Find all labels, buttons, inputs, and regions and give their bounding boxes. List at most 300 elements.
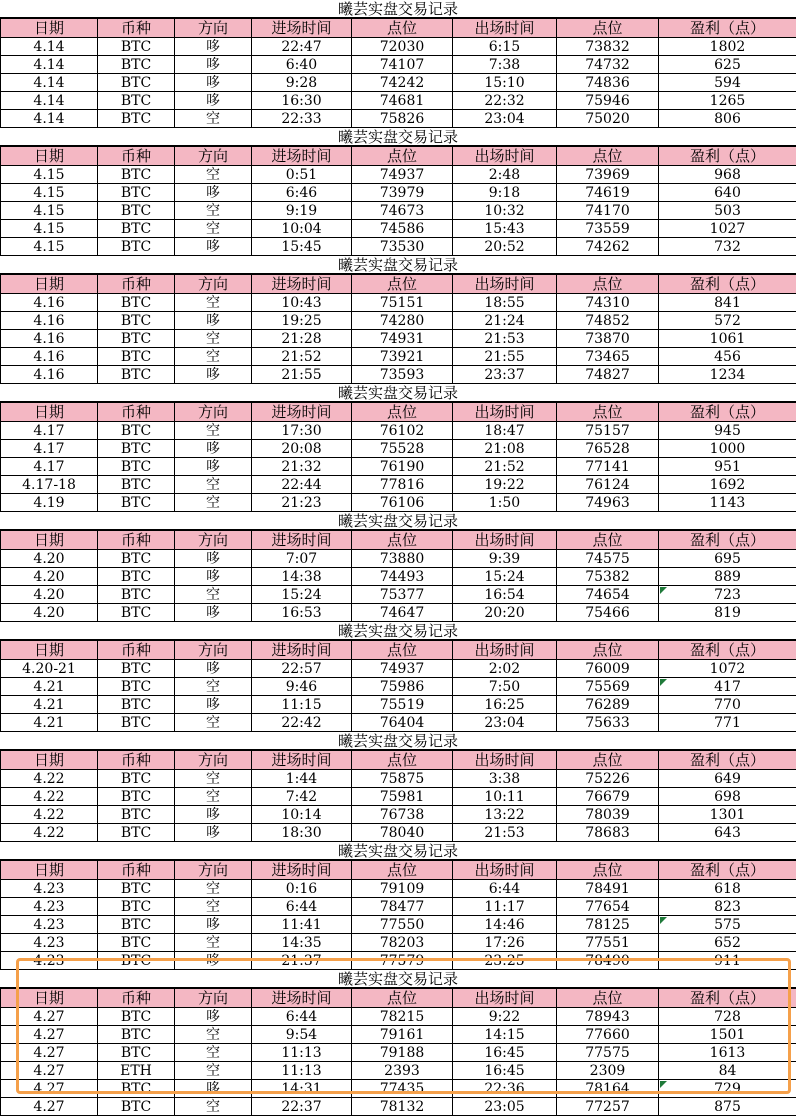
table-cell[interactable]: 78132 (352, 1098, 453, 1116)
table-cell[interactable]: 4.15 (1, 184, 98, 202)
table-cell[interactable]: 652 (659, 934, 796, 952)
table-cell[interactable]: 4.17-18 (1, 476, 98, 494)
table-cell[interactable]: 75519 (352, 696, 453, 714)
table-cell[interactable]: BTC (98, 898, 175, 916)
column-header[interactable]: 日期 (1, 861, 98, 880)
table-cell[interactable]: 哆 (175, 458, 252, 476)
table-cell[interactable]: 4.16 (1, 330, 98, 348)
table-cell[interactable]: 哆 (175, 952, 252, 970)
table-cell[interactable]: 74963 (557, 494, 659, 512)
table-cell[interactable]: 4.16 (1, 312, 98, 330)
table-cell[interactable]: 4.17 (1, 458, 98, 476)
table-cell[interactable]: 76404 (352, 714, 453, 732)
table-cell[interactable]: 75020 (557, 110, 659, 128)
table-cell[interactable]: 7:42 (252, 788, 352, 806)
table-cell[interactable]: 哆 (175, 568, 252, 586)
table-cell[interactable]: 73559 (557, 220, 659, 238)
column-header[interactable]: 进场时间 (252, 861, 352, 880)
table-cell[interactable]: 哆 (175, 92, 252, 110)
table-cell[interactable]: 14:38 (252, 568, 352, 586)
table-cell[interactable]: BTC (98, 366, 175, 384)
table-cell[interactable]: 21:55 (252, 366, 352, 384)
table-cell[interactable]: 74732 (557, 56, 659, 74)
table-cell[interactable]: 74654 (557, 586, 659, 604)
table-cell[interactable]: 770 (659, 696, 796, 714)
table-cell[interactable]: 75569 (557, 678, 659, 696)
table-cell[interactable]: BTC (98, 348, 175, 366)
table-cell[interactable]: 79188 (352, 1044, 453, 1062)
table-cell[interactable]: 572 (659, 312, 796, 330)
table-cell[interactable]: 6:44 (252, 898, 352, 916)
table-cell[interactable]: 0:16 (252, 880, 352, 898)
table-cell[interactable]: 4.19 (1, 494, 98, 512)
table-cell[interactable]: BTC (98, 660, 175, 678)
table-cell[interactable]: 640 (659, 184, 796, 202)
table-cell[interactable]: BTC (98, 1098, 175, 1116)
column-header[interactable]: 币种 (98, 751, 175, 770)
column-header[interactable]: 方向 (175, 403, 252, 422)
table-cell[interactable]: 9:46 (252, 678, 352, 696)
table-cell[interactable]: 76528 (557, 440, 659, 458)
column-header[interactable]: 日期 (1, 531, 98, 550)
table-cell[interactable]: 19:25 (252, 312, 352, 330)
table-cell[interactable]: 4.23 (1, 934, 98, 952)
table-cell[interactable]: 4.27 (1, 1062, 98, 1080)
table-cell[interactable]: 21:32 (252, 458, 352, 476)
table-cell[interactable]: BTC (98, 494, 175, 512)
column-header[interactable]: 出场时间 (453, 641, 557, 660)
table-cell[interactable]: BTC (98, 184, 175, 202)
table-cell[interactable]: 10:43 (252, 294, 352, 312)
table-cell[interactable]: 22:32 (453, 92, 557, 110)
table-cell[interactable]: 698 (659, 788, 796, 806)
table-cell[interactable]: 78040 (352, 824, 453, 842)
column-header[interactable]: 币种 (98, 19, 175, 38)
column-header[interactable]: 方向 (175, 147, 252, 166)
column-header[interactable]: 点位 (557, 531, 659, 550)
table-cell[interactable]: 6:15 (453, 38, 557, 56)
column-header[interactable]: 出场时间 (453, 147, 557, 166)
table-cell[interactable]: 10:32 (453, 202, 557, 220)
table-cell[interactable]: 4.21 (1, 714, 98, 732)
column-header[interactable]: 点位 (352, 751, 453, 770)
table-cell[interactable]: 74493 (352, 568, 453, 586)
table-cell[interactable]: BTC (98, 458, 175, 476)
column-header[interactable]: 盈利（点） (659, 275, 796, 294)
table-cell[interactable]: BTC (98, 568, 175, 586)
table-cell[interactable]: 74836 (557, 74, 659, 92)
table-cell[interactable]: 22:36 (453, 1080, 557, 1098)
table-cell[interactable]: 9:22 (453, 1008, 557, 1026)
table-cell[interactable]: 22:57 (252, 660, 352, 678)
table-cell[interactable]: 503 (659, 202, 796, 220)
table-cell[interactable]: 4.20-21 (1, 660, 98, 678)
table-cell[interactable]: 77654 (557, 898, 659, 916)
table-cell[interactable]: 空 (175, 1026, 252, 1044)
table-cell[interactable]: 哆 (175, 184, 252, 202)
column-header[interactable]: 进场时间 (252, 275, 352, 294)
table-cell[interactable]: BTC (98, 56, 175, 74)
table-cell[interactable]: 哆 (175, 1008, 252, 1026)
table-cell[interactable]: BTC (98, 202, 175, 220)
table-cell[interactable]: 空 (175, 422, 252, 440)
table-cell[interactable]: 73979 (352, 184, 453, 202)
table-cell[interactable]: 14:15 (453, 1026, 557, 1044)
column-header[interactable]: 盈利（点） (659, 641, 796, 660)
table-cell[interactable]: 4.21 (1, 696, 98, 714)
table-cell[interactable]: 1265 (659, 92, 796, 110)
table-cell[interactable]: 77550 (352, 916, 453, 934)
column-header[interactable]: 币种 (98, 403, 175, 422)
table-cell[interactable]: 空 (175, 110, 252, 128)
table-cell[interactable]: BTC (98, 934, 175, 952)
table-cell[interactable]: 74937 (352, 660, 453, 678)
table-cell[interactable]: BTC (98, 1080, 175, 1098)
table-cell[interactable]: 4.27 (1, 1080, 98, 1098)
table-cell[interactable]: 76289 (557, 696, 659, 714)
table-cell[interactable]: 哆 (175, 696, 252, 714)
table-cell[interactable]: 23:05 (453, 1098, 557, 1116)
table-cell[interactable]: 1143 (659, 494, 796, 512)
table-cell[interactable]: 4.23 (1, 952, 98, 970)
table-cell[interactable]: 20:08 (252, 440, 352, 458)
table-cell[interactable]: 1613 (659, 1044, 796, 1062)
table-cell[interactable]: BTC (98, 696, 175, 714)
column-header[interactable]: 币种 (98, 861, 175, 880)
table-cell[interactable]: 76009 (557, 660, 659, 678)
table-cell[interactable]: 4.16 (1, 294, 98, 312)
table-cell[interactable]: 3:38 (453, 770, 557, 788)
table-cell[interactable]: 77141 (557, 458, 659, 476)
table-cell[interactable]: 哆 (175, 916, 252, 934)
table-cell[interactable]: 79161 (352, 1026, 453, 1044)
column-header[interactable]: 点位 (557, 147, 659, 166)
column-header[interactable]: 点位 (557, 861, 659, 880)
table-cell[interactable]: 76124 (557, 476, 659, 494)
table-cell[interactable]: 10:04 (252, 220, 352, 238)
table-cell[interactable]: 77551 (557, 934, 659, 952)
column-header[interactable]: 日期 (1, 403, 98, 422)
column-header[interactable]: 币种 (98, 275, 175, 294)
column-header[interactable]: 点位 (352, 147, 453, 166)
table-cell[interactable]: 20:20 (453, 604, 557, 622)
column-header[interactable]: 点位 (352, 641, 453, 660)
table-cell[interactable]: 4.17 (1, 422, 98, 440)
table-cell[interactable]: 74931 (352, 330, 453, 348)
table-cell[interactable]: 77435 (352, 1080, 453, 1098)
table-cell[interactable]: 空 (175, 714, 252, 732)
table-cell[interactable]: 空 (175, 476, 252, 494)
table-cell[interactable]: 889 (659, 568, 796, 586)
table-cell[interactable]: 76106 (352, 494, 453, 512)
table-cell[interactable]: 11:17 (453, 898, 557, 916)
table-cell[interactable]: 73880 (352, 550, 453, 568)
table-cell[interactable]: 4.21 (1, 678, 98, 696)
table-cell[interactable]: 75226 (557, 770, 659, 788)
table-cell[interactable]: 74619 (557, 184, 659, 202)
table-cell[interactable]: BTC (98, 952, 175, 970)
table-cell[interactable]: 75633 (557, 714, 659, 732)
table-cell[interactable]: 15:24 (453, 568, 557, 586)
table-cell[interactable]: 1:44 (252, 770, 352, 788)
table-cell[interactable]: 4.15 (1, 238, 98, 256)
table-cell[interactable]: 74280 (352, 312, 453, 330)
table-cell[interactable]: 806 (659, 110, 796, 128)
table-cell[interactable]: 哆 (175, 550, 252, 568)
table-cell[interactable]: 4.17 (1, 440, 98, 458)
table-cell[interactable]: 4.15 (1, 220, 98, 238)
column-header[interactable]: 日期 (1, 641, 98, 660)
column-header[interactable]: 币种 (98, 531, 175, 550)
table-cell[interactable]: 7:38 (453, 56, 557, 74)
column-header[interactable]: 出场时间 (453, 751, 557, 770)
table-cell[interactable]: 771 (659, 714, 796, 732)
table-cell[interactable]: 4.20 (1, 586, 98, 604)
table-cell[interactable]: 78203 (352, 934, 453, 952)
table-cell[interactable]: 空 (175, 294, 252, 312)
table-cell[interactable]: 11:13 (252, 1044, 352, 1062)
table-cell[interactable]: 6:40 (252, 56, 352, 74)
table-cell[interactable]: BTC (98, 38, 175, 56)
table-cell[interactable]: 21:52 (453, 458, 557, 476)
table-cell[interactable]: BTC (98, 92, 175, 110)
table-cell[interactable]: 74170 (557, 202, 659, 220)
table-cell[interactable]: 643 (659, 824, 796, 842)
table-cell[interactable]: BTC (98, 1008, 175, 1026)
table-cell[interactable]: 14:31 (252, 1080, 352, 1098)
table-cell[interactable]: 1692 (659, 476, 796, 494)
table-cell[interactable]: 21:53 (453, 330, 557, 348)
table-cell[interactable]: 21:28 (252, 330, 352, 348)
column-header[interactable]: 进场时间 (252, 989, 352, 1008)
column-header[interactable]: 点位 (557, 275, 659, 294)
column-header[interactable]: 进场时间 (252, 403, 352, 422)
table-cell[interactable]: 875 (659, 1098, 796, 1116)
table-cell[interactable]: 14:46 (453, 916, 557, 934)
column-header[interactable]: 点位 (557, 989, 659, 1008)
table-cell[interactable]: 76190 (352, 458, 453, 476)
table-cell[interactable]: BTC (98, 1044, 175, 1062)
table-cell[interactable]: 74852 (557, 312, 659, 330)
table-cell[interactable]: 729 (659, 1080, 796, 1098)
table-cell[interactable]: 11:13 (252, 1062, 352, 1080)
table-cell[interactable]: 79109 (352, 880, 453, 898)
table-cell[interactable]: 74827 (557, 366, 659, 384)
column-header[interactable]: 盈利（点） (659, 861, 796, 880)
column-header[interactable]: 日期 (1, 147, 98, 166)
table-cell[interactable]: ETH (98, 1062, 175, 1080)
table-cell[interactable]: 77257 (557, 1098, 659, 1116)
table-cell[interactable]: 4.14 (1, 92, 98, 110)
table-cell[interactable]: 695 (659, 550, 796, 568)
column-header[interactable]: 进场时间 (252, 147, 352, 166)
table-cell[interactable]: 78215 (352, 1008, 453, 1026)
column-header[interactable]: 盈利（点） (659, 403, 796, 422)
column-header[interactable]: 方向 (175, 641, 252, 660)
table-cell[interactable]: 4.16 (1, 348, 98, 366)
table-cell[interactable]: 2:48 (453, 166, 557, 184)
table-cell[interactable]: 73593 (352, 366, 453, 384)
table-cell[interactable]: 哆 (175, 366, 252, 384)
table-cell[interactable]: BTC (98, 824, 175, 842)
table-cell[interactable]: 空 (175, 494, 252, 512)
table-cell[interactable]: 75528 (352, 440, 453, 458)
table-cell[interactable]: 1072 (659, 660, 796, 678)
table-cell[interactable]: 20:52 (453, 238, 557, 256)
column-header[interactable]: 盈利（点） (659, 531, 796, 550)
table-cell[interactable]: 21:23 (252, 494, 352, 512)
table-cell[interactable]: BTC (98, 440, 175, 458)
table-cell[interactable]: 75981 (352, 788, 453, 806)
table-cell[interactable]: BTC (98, 586, 175, 604)
table-cell[interactable]: 4.14 (1, 74, 98, 92)
table-cell[interactable]: 2393 (352, 1062, 453, 1080)
table-cell[interactable]: BTC (98, 880, 175, 898)
table-cell[interactable]: 74575 (557, 550, 659, 568)
table-cell[interactable]: 哆 (175, 806, 252, 824)
table-cell[interactable]: BTC (98, 476, 175, 494)
table-cell[interactable]: 22:33 (252, 110, 352, 128)
table-cell[interactable]: 728 (659, 1008, 796, 1026)
table-cell[interactable]: 73832 (557, 38, 659, 56)
table-cell[interactable]: 23:37 (453, 366, 557, 384)
column-header[interactable]: 盈利（点） (659, 19, 796, 38)
table-cell[interactable]: 1802 (659, 38, 796, 56)
table-cell[interactable]: 哆 (175, 238, 252, 256)
table-cell[interactable]: 空 (175, 1044, 252, 1062)
table-cell[interactable]: 723 (659, 586, 796, 604)
column-header[interactable]: 进场时间 (252, 641, 352, 660)
table-cell[interactable]: 74310 (557, 294, 659, 312)
table-cell[interactable]: 9:18 (453, 184, 557, 202)
table-cell[interactable]: 4.22 (1, 824, 98, 842)
column-header[interactable]: 点位 (352, 989, 453, 1008)
table-cell[interactable]: 72030 (352, 38, 453, 56)
table-cell[interactable]: BTC (98, 1026, 175, 1044)
table-cell[interactable]: BTC (98, 550, 175, 568)
table-cell[interactable]: 15:45 (252, 238, 352, 256)
table-cell[interactable]: 78039 (557, 806, 659, 824)
column-header[interactable]: 方向 (175, 989, 252, 1008)
table-cell[interactable]: 77816 (352, 476, 453, 494)
table-cell[interactable]: 78490 (557, 952, 659, 970)
table-cell[interactable]: 空 (175, 880, 252, 898)
table-cell[interactable]: 76738 (352, 806, 453, 824)
column-header[interactable]: 方向 (175, 861, 252, 880)
table-cell[interactable]: 空 (175, 330, 252, 348)
table-cell[interactable]: 4.27 (1, 1026, 98, 1044)
table-cell[interactable]: 417 (659, 678, 796, 696)
table-cell[interactable]: 19:22 (453, 476, 557, 494)
table-cell[interactable]: BTC (98, 422, 175, 440)
table-cell[interactable]: 618 (659, 880, 796, 898)
table-cell[interactable]: 6:46 (252, 184, 352, 202)
column-header[interactable]: 币种 (98, 147, 175, 166)
column-header[interactable]: 方向 (175, 275, 252, 294)
column-header[interactable]: 日期 (1, 751, 98, 770)
table-cell[interactable]: 11:15 (252, 696, 352, 714)
table-cell[interactable]: BTC (98, 788, 175, 806)
table-cell[interactable]: 9:39 (453, 550, 557, 568)
table-cell[interactable]: 22:37 (252, 1098, 352, 1116)
table-cell[interactable]: 74586 (352, 220, 453, 238)
column-header[interactable]: 出场时间 (453, 861, 557, 880)
table-cell[interactable]: 23:25 (453, 952, 557, 970)
table-cell[interactable]: 73969 (557, 166, 659, 184)
table-cell[interactable]: 819 (659, 604, 796, 622)
table-cell[interactable]: 1000 (659, 440, 796, 458)
table-cell[interactable]: 21:55 (453, 348, 557, 366)
table-cell[interactable]: 1:50 (453, 494, 557, 512)
table-cell[interactable]: 空 (175, 348, 252, 366)
table-cell[interactable]: BTC (98, 294, 175, 312)
column-header[interactable]: 日期 (1, 989, 98, 1008)
table-cell[interactable]: 哆 (175, 440, 252, 458)
table-cell[interactable]: 16:54 (453, 586, 557, 604)
table-cell[interactable]: 1234 (659, 366, 796, 384)
table-cell[interactable]: BTC (98, 678, 175, 696)
table-cell[interactable]: 841 (659, 294, 796, 312)
table-cell[interactable]: 74681 (352, 92, 453, 110)
table-cell[interactable]: 21:53 (453, 824, 557, 842)
table-cell[interactable]: 空 (175, 1098, 252, 1116)
table-cell[interactable]: 21:24 (453, 312, 557, 330)
table-cell[interactable]: 4.23 (1, 880, 98, 898)
table-cell[interactable]: 18:47 (453, 422, 557, 440)
table-cell[interactable]: 73465 (557, 348, 659, 366)
column-header[interactable]: 点位 (352, 19, 453, 38)
column-header[interactable]: 币种 (98, 989, 175, 1008)
column-header[interactable]: 盈利（点） (659, 751, 796, 770)
table-cell[interactable]: 594 (659, 74, 796, 92)
table-cell[interactable]: BTC (98, 74, 175, 92)
column-header[interactable]: 出场时间 (453, 531, 557, 550)
table-cell[interactable]: 哆 (175, 660, 252, 678)
table-cell[interactable]: 15:43 (453, 220, 557, 238)
table-cell[interactable]: 78943 (557, 1008, 659, 1026)
table-cell[interactable]: 空 (175, 586, 252, 604)
table-cell[interactable]: 1061 (659, 330, 796, 348)
table-cell[interactable]: 945 (659, 422, 796, 440)
table-cell[interactable]: 空 (175, 220, 252, 238)
table-cell[interactable]: 732 (659, 238, 796, 256)
column-header[interactable]: 方向 (175, 531, 252, 550)
table-cell[interactable]: 4.14 (1, 56, 98, 74)
table-cell[interactable]: 6:44 (252, 1008, 352, 1026)
table-cell[interactable]: 4.20 (1, 604, 98, 622)
column-header[interactable]: 盈利（点） (659, 147, 796, 166)
column-header[interactable]: 点位 (352, 861, 453, 880)
table-cell[interactable]: 4.14 (1, 38, 98, 56)
table-cell[interactable]: BTC (98, 770, 175, 788)
table-cell[interactable]: 21:37 (252, 952, 352, 970)
table-cell[interactable]: 74262 (557, 238, 659, 256)
table-cell[interactable]: 76679 (557, 788, 659, 806)
table-cell[interactable]: 77660 (557, 1026, 659, 1044)
table-cell[interactable]: 11:41 (252, 916, 352, 934)
table-cell[interactable]: BTC (98, 330, 175, 348)
table-cell[interactable]: BTC (98, 714, 175, 732)
table-cell[interactable]: 13:22 (453, 806, 557, 824)
table-cell[interactable]: 84 (659, 1062, 796, 1080)
table-cell[interactable]: 78491 (557, 880, 659, 898)
column-header[interactable]: 日期 (1, 19, 98, 38)
table-cell[interactable]: 4.14 (1, 110, 98, 128)
table-cell[interactable]: 21:08 (453, 440, 557, 458)
table-cell[interactable]: 9:54 (252, 1026, 352, 1044)
column-header[interactable]: 方向 (175, 19, 252, 38)
table-cell[interactable]: 6:44 (453, 880, 557, 898)
